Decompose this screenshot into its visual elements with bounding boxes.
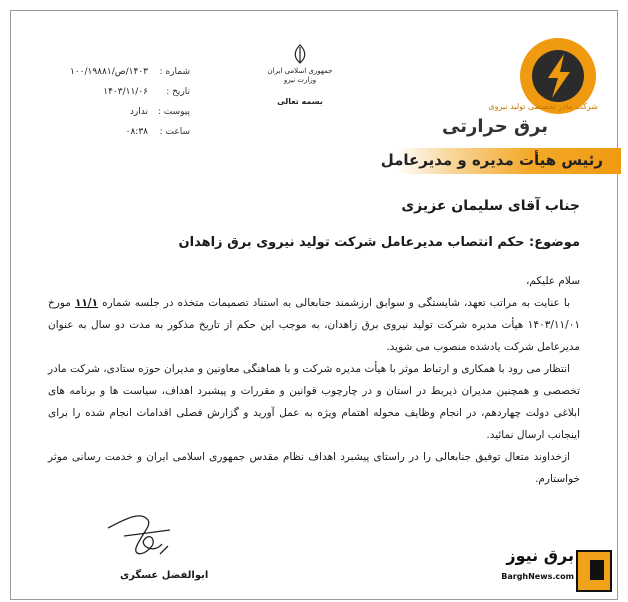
meta-time [60, 122, 190, 142]
company-name: برق حرارتی [442, 116, 548, 137]
banner-title: رئیس هیأت مدیره و مدیرعامل [380, 151, 603, 169]
bismillah: بسمه تعالی [277, 97, 323, 106]
paragraph-3: ازخداوند متعال توفیق جنابعالی را در راستای پیشبرد اهداف نظام مقدس جمهوری اسلامی ایران و خدمت رسانی موثر خواستارم. [48, 451, 580, 485]
iran-emblem-icon [291, 44, 309, 64]
government-emblem [265, 44, 335, 106]
paragraph-1-start: با عنایت به مراتب تعهد، شایستگی و سوابق ارزشمند جنابعالی به استناد تصمیمات متخذه در جلسه شماره [102, 297, 570, 309]
news-url: BarghNews.com [501, 572, 574, 581]
meta-value: ۰۸:۳۸ [125, 127, 148, 137]
company-subtitle: شرکت مادر تخصصی تولید نیروی [488, 102, 598, 111]
meta-label: شماره : [159, 67, 190, 77]
signature-image [100, 506, 190, 568]
recipient: جناب آقای سلیمان عزیزی [401, 198, 580, 214]
paragraph-1-end: مورخ ۱۴۰۳/۱۱/۰۱ هیأت مدیره شرکت تولید نیروی برق زاهدان، به موجب این حکم از تاریخ مذکور به مدت دو سال به عنوان مدیرعامل شرکت یادشده منصوب می شوید. [48, 297, 580, 353]
signer-name: ابوالفضل عسگری [120, 570, 209, 581]
meta-number [60, 62, 190, 82]
subject-line: موضوع: حکم انتصاب مدیرعامل شرکت تولید نیروی برق زاهدان [178, 235, 580, 250]
session-number: ۱۱/۱ [74, 297, 99, 309]
meta-date [60, 82, 190, 102]
letter-meta [60, 62, 190, 142]
meta-value: ۱۴۰۳/ص/۱۰۰/۱۹۸۸۱ [69, 67, 148, 77]
meta-attachment [60, 102, 190, 122]
paragraph-1 [48, 292, 580, 358]
title-banner [380, 148, 621, 174]
meta-label: پیوست : [157, 107, 190, 117]
news-name: برق نیوز [506, 546, 574, 565]
greeting: سلام علیکم، [526, 275, 580, 287]
meta-value: ۱۴۰۳/۱۱/۰۶ [103, 87, 148, 97]
news-logo-icon [576, 550, 612, 592]
emblem-ministry: وزارت نیرو [283, 76, 317, 84]
meta-label: تاریخ : [166, 87, 190, 97]
emblem-country: جمهوری اسلامی ایران [267, 67, 333, 75]
company-logo [438, 36, 598, 146]
meta-label: ساعت : [159, 127, 190, 137]
meta-value: ندارد [129, 107, 148, 117]
paragraph-2: انتظار می رود با همکاری و ارتباط موثر با هیأت مدیره شرکت و با هماهنگی معاونین و مدیران حوزه ستادی، شرکت مادر تخصصی و همچنین مدیران ذیربط در استان و در چارچوب قوانین و مقررات و پیشبرد اهداف، سیاست ها و برنامه های ابلاغی دولت چهاردهم، در انجام وظایف محوله اهتمام ویژه به عمل آورید و گزارش فصلی اقدامات انجام شده را برای اینجانب ارسال نمائید. [48, 363, 580, 441]
news-watermark [492, 542, 618, 598]
letter-body [48, 270, 580, 490]
